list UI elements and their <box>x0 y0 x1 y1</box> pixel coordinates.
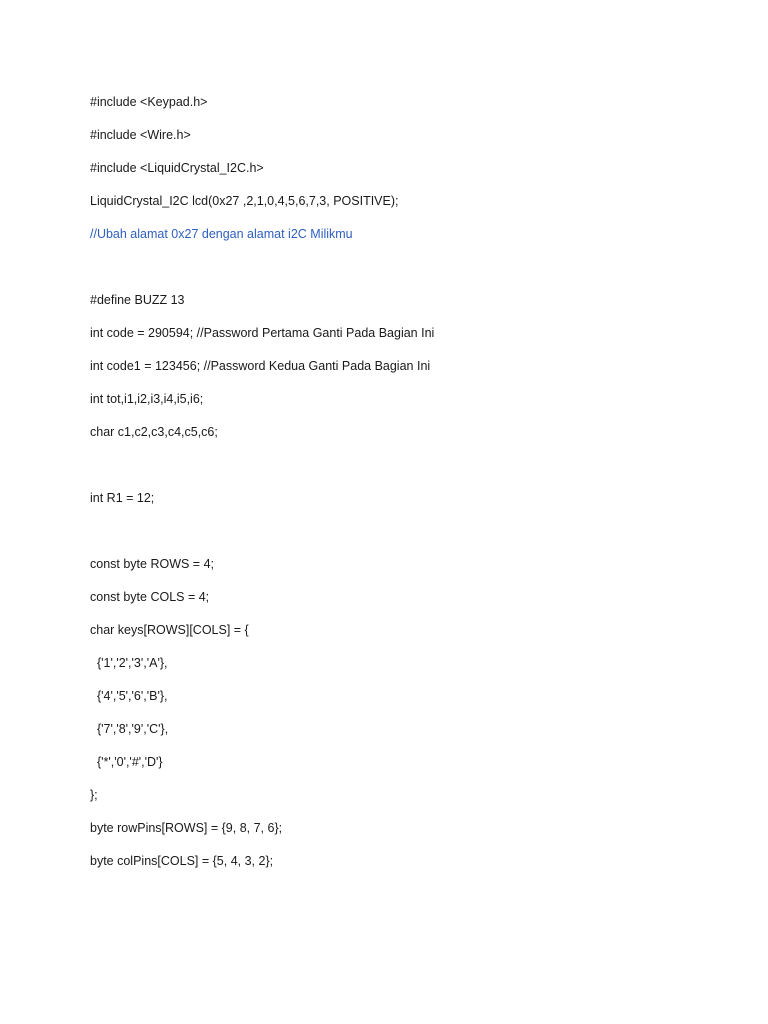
code-line-define-buzz: #define BUZZ 13 <box>90 293 185 307</box>
code-line-col-pins: byte colPins[COLS] = {5, 4, 3, 2}; <box>90 854 274 868</box>
code-line-code-first: int code = 290594; //Password Pertama Ganti Pada Bagian Ini <box>90 326 435 340</box>
code-line-blank <box>90 522 730 555</box>
code-block <box>90 93 730 885</box>
code-line-r1: int R1 = 12; <box>90 491 155 505</box>
code-line-keys-row-3: {'7','8','9','C'}, <box>90 722 169 736</box>
code-line-blank <box>90 258 730 291</box>
code-line-int-vars: int tot,i1,i2,i3,i4,i5,i6; <box>90 392 204 406</box>
code-line-include-lcd: #include <LiquidCrystal_I2C.h> <box>90 161 264 175</box>
code-line-blank <box>90 456 730 489</box>
code-line-keys-open: char keys[ROWS][COLS] = { <box>90 623 249 637</box>
code-line-keys-close: }; <box>90 788 98 802</box>
code-line-row-pins: byte rowPins[ROWS] = {9, 8, 7, 6}; <box>90 821 283 835</box>
code-line-include-wire: #include <Wire.h> <box>90 128 191 142</box>
code-line-rows: const byte ROWS = 4; <box>90 557 215 571</box>
code-line-cols: const byte COLS = 4; <box>90 590 210 604</box>
code-line-comment-address: //Ubah alamat 0x27 dengan alamat i2C Milikmu <box>90 227 353 241</box>
code-line-lcd-init: LiquidCrystal_I2C lcd(0x27 ,2,1,0,4,5,6,7,3, POSITIVE); <box>90 194 399 208</box>
code-line-keys-row-2: {'4','5','6','B'}, <box>90 689 168 703</box>
code-line-code-second: int code1 = 123456; //Password Kedua Ganti Pada Bagian Ini <box>90 359 431 373</box>
code-line-keys-row-4: {'*','0','#','D'} <box>90 755 163 769</box>
code-line-include-keypad: #include <Keypad.h> <box>90 95 208 109</box>
code-line-keys-row-1: {'1','2','3','A'}, <box>90 656 168 670</box>
code-line-char-vars: char c1,c2,c3,c4,c5,c6; <box>90 425 218 439</box>
